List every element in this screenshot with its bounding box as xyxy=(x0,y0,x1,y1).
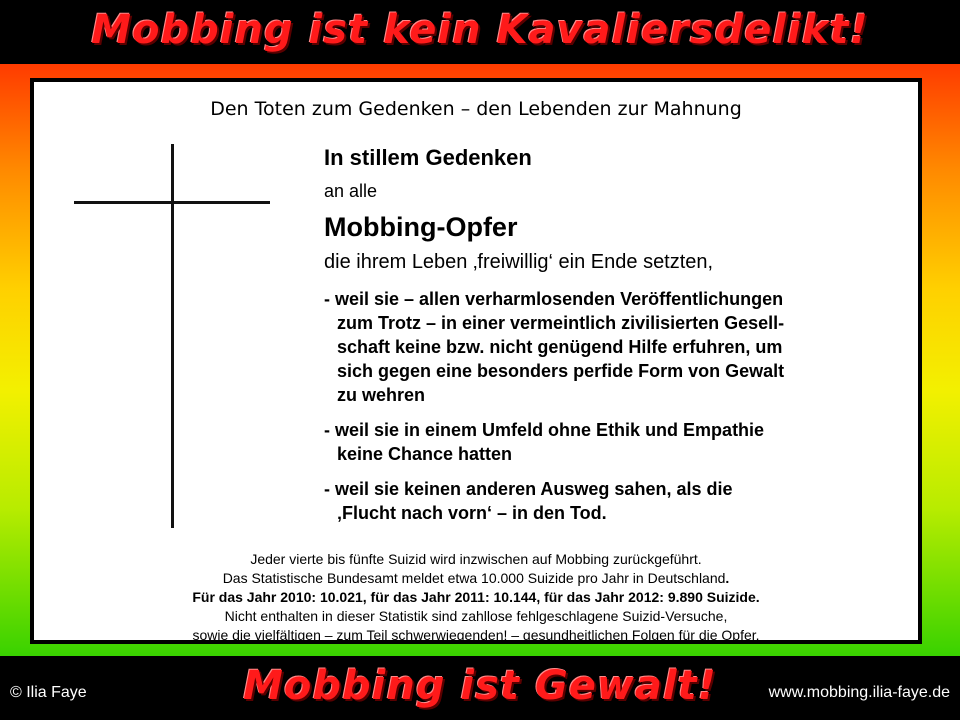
stats-line-end: . xyxy=(725,570,730,586)
memorial-leben: die ihrem Leben ‚freiwillig‘ ein Ende setzten, xyxy=(324,251,714,273)
statistics-note xyxy=(34,550,918,645)
stats-line xyxy=(34,569,918,588)
reason-item xyxy=(324,418,862,466)
reason-line: sich gegen eine besonders perfide Form von Gewalt xyxy=(337,361,785,381)
reason-line: zu wehren xyxy=(337,385,426,405)
panel-subtitle: Den Toten zum Gedenken – den Lebenden zur Mahnung xyxy=(210,98,742,120)
stats-line: Nicht enthalten in dieser Statistik sind zahllose fehlgeschlagene Suizid-Versuche, xyxy=(224,608,728,624)
memorial-panel xyxy=(30,78,922,644)
reason-line: - weil sie – allen verharmlosenden Veröffentlichungen xyxy=(324,289,784,309)
memorial-opfer: Mobbing-Opfer xyxy=(324,212,518,242)
reason-line: zum Trotz – in einer vermeintlich zivilisierten Gesell- xyxy=(337,313,785,333)
reason-line: - weil sie in einem Umfeld ohne Ethik und Empathie xyxy=(324,420,765,440)
reason-line: ‚Flucht nach vorn‘ – in den Tod. xyxy=(337,503,607,523)
cross-icon-horizontal xyxy=(74,201,270,204)
stats-line-text: Das Statistische Bundesamt meldet etwa 10.000 Suizide pro Jahr in Deutschland xyxy=(222,570,726,586)
memorial-an-alle: an alle xyxy=(324,181,378,201)
top-headline: Mobbing ist kein Kavaliersdelikt! xyxy=(91,7,869,53)
stats-line-bold: Für das Jahr 2010: 10.021, für das Jahr 2011: 10.144, für das Jahr 2012: 9.890 Suizide. xyxy=(192,589,760,605)
stats-line: sowie die vielfältigen – zum Teil schwerwiegenden! – gesundheitlichen Folgen für die Opfer. xyxy=(192,627,760,643)
reason-line: keine Chance hatten xyxy=(337,444,513,464)
reason-line: schaft keine bzw. nicht genügend Hilfe erfuhren, um xyxy=(337,337,783,357)
website-link[interactable]: www.mobbing.ilia-faye.de xyxy=(768,684,950,701)
copyright-text: © Ilia Faye xyxy=(10,684,87,701)
reason-item xyxy=(324,477,862,525)
memorial-text xyxy=(324,144,904,525)
bottom-headline: Mobbing ist Gewalt! xyxy=(243,663,717,709)
reason-item xyxy=(324,287,862,407)
memorial-title: In stillem Gedenken xyxy=(324,145,532,170)
reason-line: - weil sie keinen anderen Ausweg sahen, als die xyxy=(324,479,733,499)
stats-line: Jeder vierte bis fünfte Suizid wird inzwischen auf Mobbing zurückgeführt. xyxy=(250,551,702,567)
